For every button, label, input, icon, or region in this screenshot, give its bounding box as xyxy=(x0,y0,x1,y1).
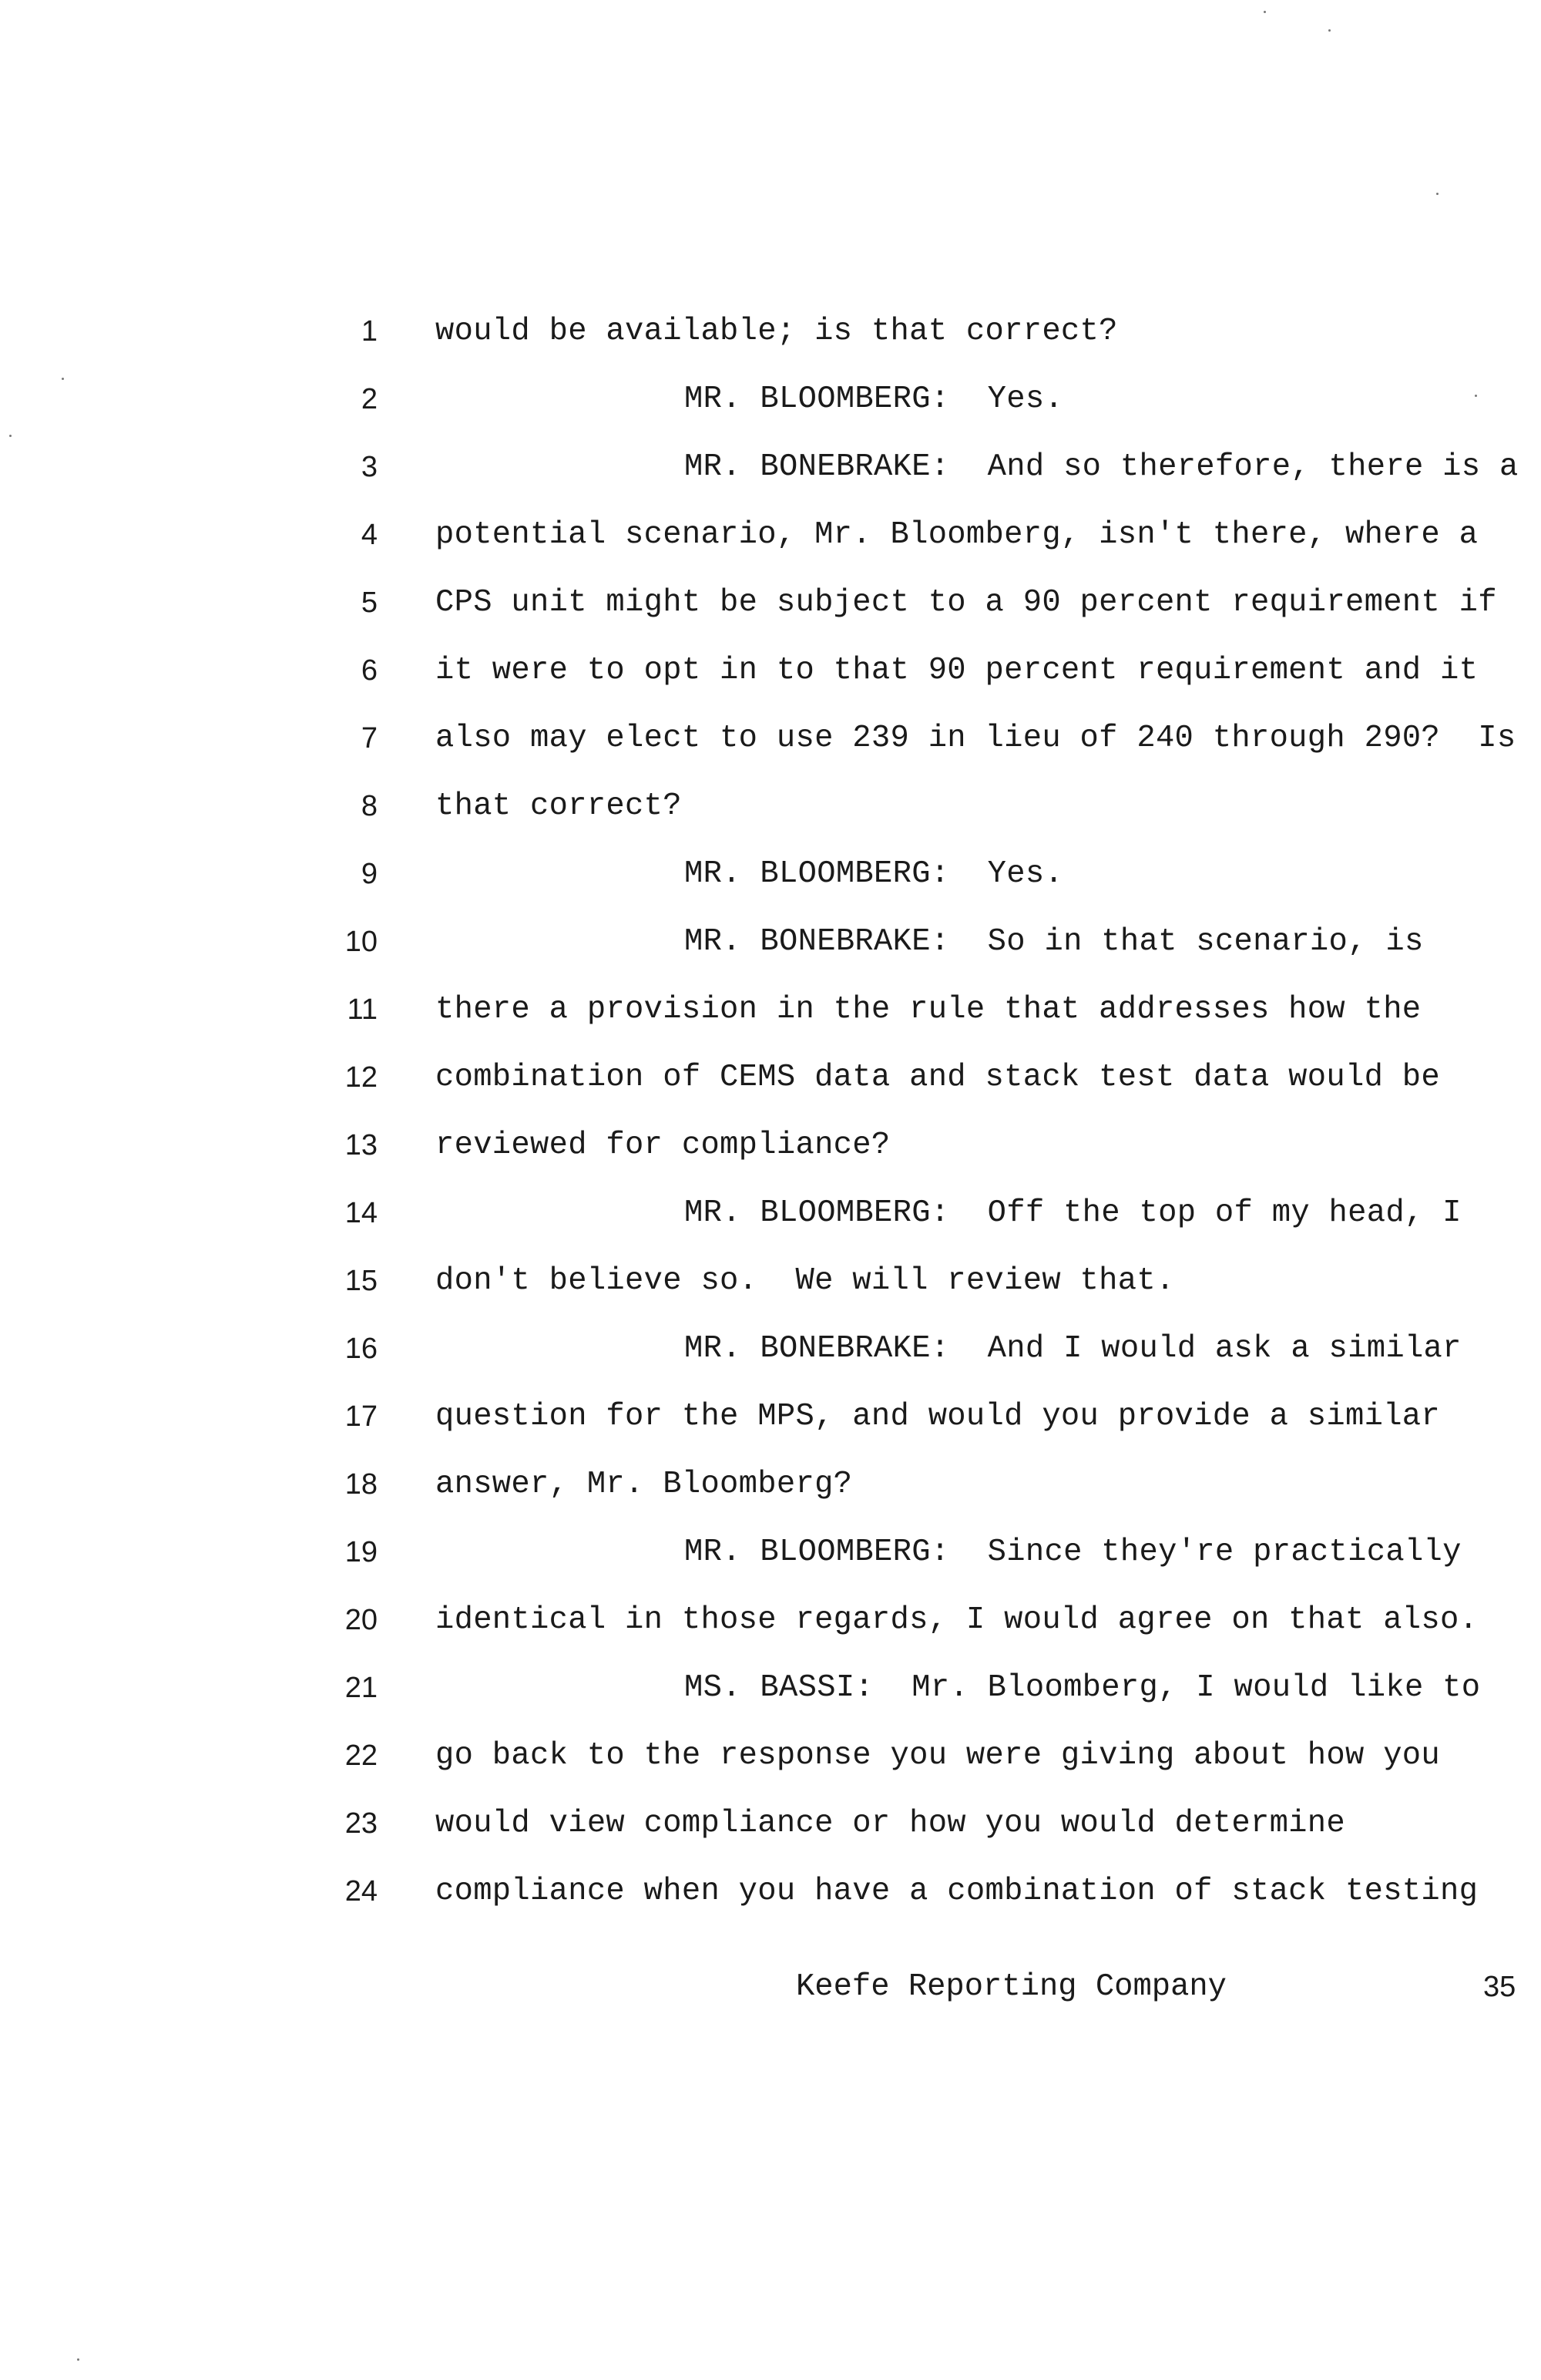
line-number: 5 xyxy=(361,587,378,619)
transcript-line xyxy=(0,647,1541,694)
line-number: 6 xyxy=(361,654,378,687)
line-text: CPS unit might be subject to a 90 percent requirement if xyxy=(435,585,1497,620)
line-text: potential scenario, Mr. Bloomberg, isn't there, where a xyxy=(435,517,1479,553)
line-number: 24 xyxy=(344,1875,378,1908)
transcript-line xyxy=(0,1529,1541,1575)
line-number: 16 xyxy=(344,1333,378,1365)
line-text: it were to opt in to that 90 percent requirement and it xyxy=(435,653,1479,688)
line-text: MR. BONEBRAKE: And so therefore, there is a xyxy=(684,449,1519,485)
transcript-line xyxy=(0,376,1541,422)
line-text: would be available; is that correct? xyxy=(435,314,1118,349)
transcript-line xyxy=(0,715,1541,761)
line-number: 21 xyxy=(344,1672,378,1704)
line-text: answer, Mr. Bloomberg? xyxy=(435,1467,853,1502)
line-number: 1 xyxy=(361,315,378,348)
line-number: 9 xyxy=(361,858,378,890)
line-text: there a provision in the rule that addresses how the xyxy=(435,992,1422,1027)
line-number: 23 xyxy=(344,1807,378,1840)
line-text: combination of CEMS data and stack test data would be xyxy=(435,1060,1441,1095)
line-number: 2 xyxy=(361,383,378,415)
transcript-line xyxy=(0,1597,1541,1643)
line-number: 20 xyxy=(344,1604,378,1636)
line-number: 12 xyxy=(344,1061,378,1094)
transcript-line xyxy=(0,512,1541,558)
line-number: 17 xyxy=(344,1400,378,1433)
line-text: MS. BASSI: Mr. Bloomberg, I would like to xyxy=(684,1670,1481,1706)
line-text: MR. BLOOMBERG: Off the top of my head, I xyxy=(684,1195,1462,1231)
transcript-line xyxy=(0,919,1541,965)
scan-speck xyxy=(62,378,64,380)
line-number: 19 xyxy=(344,1536,378,1568)
line-number: 14 xyxy=(344,1197,378,1229)
transcript-line xyxy=(0,1665,1541,1711)
footer-company-name: Keefe Reporting Company xyxy=(796,1969,1227,2005)
line-text: question for the MPS, and would you provide a similar xyxy=(435,1399,1441,1434)
line-text: compliance when you have a combination of stack testing xyxy=(435,1874,1479,1909)
footer-page-number: 35 xyxy=(1483,1971,1516,2003)
transcript-line xyxy=(0,1122,1541,1168)
scan-speck xyxy=(1328,29,1331,32)
line-text: go back to the response you were giving about how you xyxy=(435,1738,1441,1773)
line-text: also may elect to use 239 in lieu of 240 through 290? Is xyxy=(435,721,1516,756)
scan-speck xyxy=(1264,11,1266,13)
transcript-line xyxy=(0,1800,1541,1847)
transcript-line xyxy=(0,987,1541,1033)
transcript-line xyxy=(0,1258,1541,1304)
line-number: 8 xyxy=(361,790,378,822)
scan-speck xyxy=(1475,395,1477,397)
line-text: that correct? xyxy=(435,788,682,824)
line-text: identical in those regards, I would agree on that also. xyxy=(435,1602,1479,1638)
line-number: 3 xyxy=(361,451,378,483)
line-number: 22 xyxy=(344,1740,378,1772)
line-text: MR. BLOOMBERG: Yes. xyxy=(684,856,1064,892)
scan-speck xyxy=(9,435,12,437)
line-text: don't believe so. We will review that. xyxy=(435,1263,1175,1299)
transcript-line xyxy=(0,851,1541,897)
line-number: 10 xyxy=(344,926,378,958)
line-number: 11 xyxy=(347,993,378,1026)
scan-speck xyxy=(1436,193,1439,195)
transcript-line xyxy=(0,1326,1541,1372)
transcript-line xyxy=(0,580,1541,626)
transcript-line xyxy=(0,1868,1541,1914)
line-number: 15 xyxy=(344,1265,378,1297)
scan-speck xyxy=(77,2358,79,2361)
transcript-line xyxy=(0,308,1541,355)
transcript-line xyxy=(0,1733,1541,1779)
line-number: 18 xyxy=(344,1468,378,1501)
line-text: MR. BONEBRAKE: And I would ask a similar xyxy=(684,1331,1462,1366)
transcript-line xyxy=(0,444,1541,490)
transcript-line xyxy=(0,1461,1541,1508)
line-text: MR. BLOOMBERG: Since they're practically xyxy=(684,1535,1462,1570)
transcript-line xyxy=(0,1190,1541,1236)
line-text: would view compliance or how you would determine xyxy=(435,1806,1345,1841)
transcript-line xyxy=(0,783,1541,829)
line-number: 4 xyxy=(361,519,378,551)
line-number: 7 xyxy=(361,722,378,755)
transcript-line xyxy=(0,1054,1541,1101)
line-text: MR. BLOOMBERG: Yes. xyxy=(684,382,1064,417)
line-text: reviewed for compliance? xyxy=(435,1128,891,1163)
transcript-line xyxy=(0,1393,1541,1440)
line-text: MR. BONEBRAKE: So in that scenario, is xyxy=(684,924,1424,960)
line-number: 13 xyxy=(344,1129,378,1161)
